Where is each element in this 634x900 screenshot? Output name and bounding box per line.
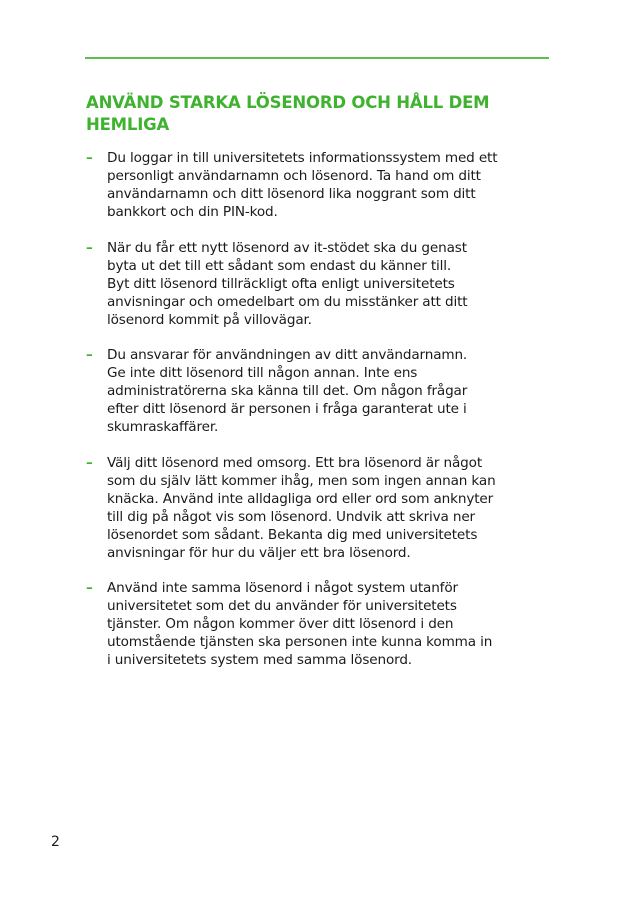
- guideline-text-line: efter ditt lösenord är personen i fråga garanterat ute i: [107, 401, 467, 417]
- guideline-text-line: som du själv lätt kommer ihåg, men som ingen annan kan: [107, 472, 496, 489]
- heading-line: ANVÄND STARKA LÖSENORD OCH HÅLL DEM: [86, 93, 490, 112]
- guideline-item: [86, 579, 556, 669]
- guideline-text-line: Ge inte ditt lösenord till någon annan. Inte ens: [107, 365, 418, 381]
- guideline-text-line: utomstående tjänsten ska personen inte kunna komma in: [107, 634, 493, 650]
- guideline-text-line: knäcka. Använd inte alldagliga ord eller ord som anknyter: [107, 490, 494, 507]
- guideline-text-line: lösenord kommit på villovägar.: [107, 311, 312, 328]
- page-number: 2: [51, 834, 60, 850]
- heading-line: HEMLIGA: [86, 115, 170, 134]
- guideline-text-line: anvisningar för hur du väljer ett bra lösenord.: [107, 544, 411, 561]
- guideline-text-line: anvisningar och omedelbart om du misstänker att ditt: [107, 293, 468, 310]
- guideline-item: [86, 346, 556, 436]
- guideline-text-line: När du får ett nytt lösenord av it-stödet ska du genast: [107, 239, 467, 256]
- guideline-item: [86, 454, 556, 562]
- dash-bullet-icon: –: [86, 580, 93, 596]
- guideline-text-line: till dig på något vis som lösenord. Undvik att skriva ner: [107, 508, 475, 525]
- guideline-text-line: lösenordet som sådant. Bekanta dig med universitetets: [107, 526, 478, 543]
- guideline-text-line: Byt ditt lösenord tillräckligt ofta enligt universitetets: [107, 275, 455, 292]
- guideline-text-line: Välj ditt lösenord med omsorg. Ett bra lösenord är något: [107, 454, 483, 471]
- top-divider: [85, 57, 549, 59]
- dash-bullet-icon: –: [86, 239, 93, 256]
- dash-bullet-icon: –: [86, 150, 93, 166]
- guideline-item: [86, 149, 556, 221]
- guideline-text-line: byta ut det till ett sådant som endast du känner till.: [107, 257, 452, 274]
- guideline-text-line: administratörerna ska känna till det. Om någon frågar: [107, 383, 468, 399]
- section-heading: [86, 92, 556, 136]
- guideline-list: [86, 149, 556, 687]
- guideline-text-line: i universitetets system med samma lösenord.: [107, 652, 412, 668]
- guideline-text-line: Du loggar in till universitetets informationssystem med ett: [107, 150, 498, 166]
- dash-bullet-icon: –: [86, 454, 93, 471]
- guideline-text-line: användarnamn och ditt lösenord lika noggrant som ditt: [107, 186, 476, 202]
- guideline-text-line: bankkort och din PIN-kod.: [107, 204, 278, 220]
- dash-bullet-icon: –: [86, 347, 93, 363]
- guideline-text-line: personligt användarnamn och lösenord. Ta hand om ditt: [107, 168, 481, 184]
- guideline-text-line: tjänster. Om någon kommer över ditt lösenord i den: [107, 616, 454, 632]
- guideline-text-line: Du ansvarar för användningen av ditt användarnamn.: [107, 347, 468, 363]
- guideline-text-line: Använd inte samma lösenord i något system utanför: [107, 580, 458, 596]
- guideline-text-line: universitetet som det du använder för universitetets: [107, 598, 457, 614]
- guideline-item: [86, 239, 556, 329]
- guideline-text-line: skumraskaffärer.: [107, 419, 219, 435]
